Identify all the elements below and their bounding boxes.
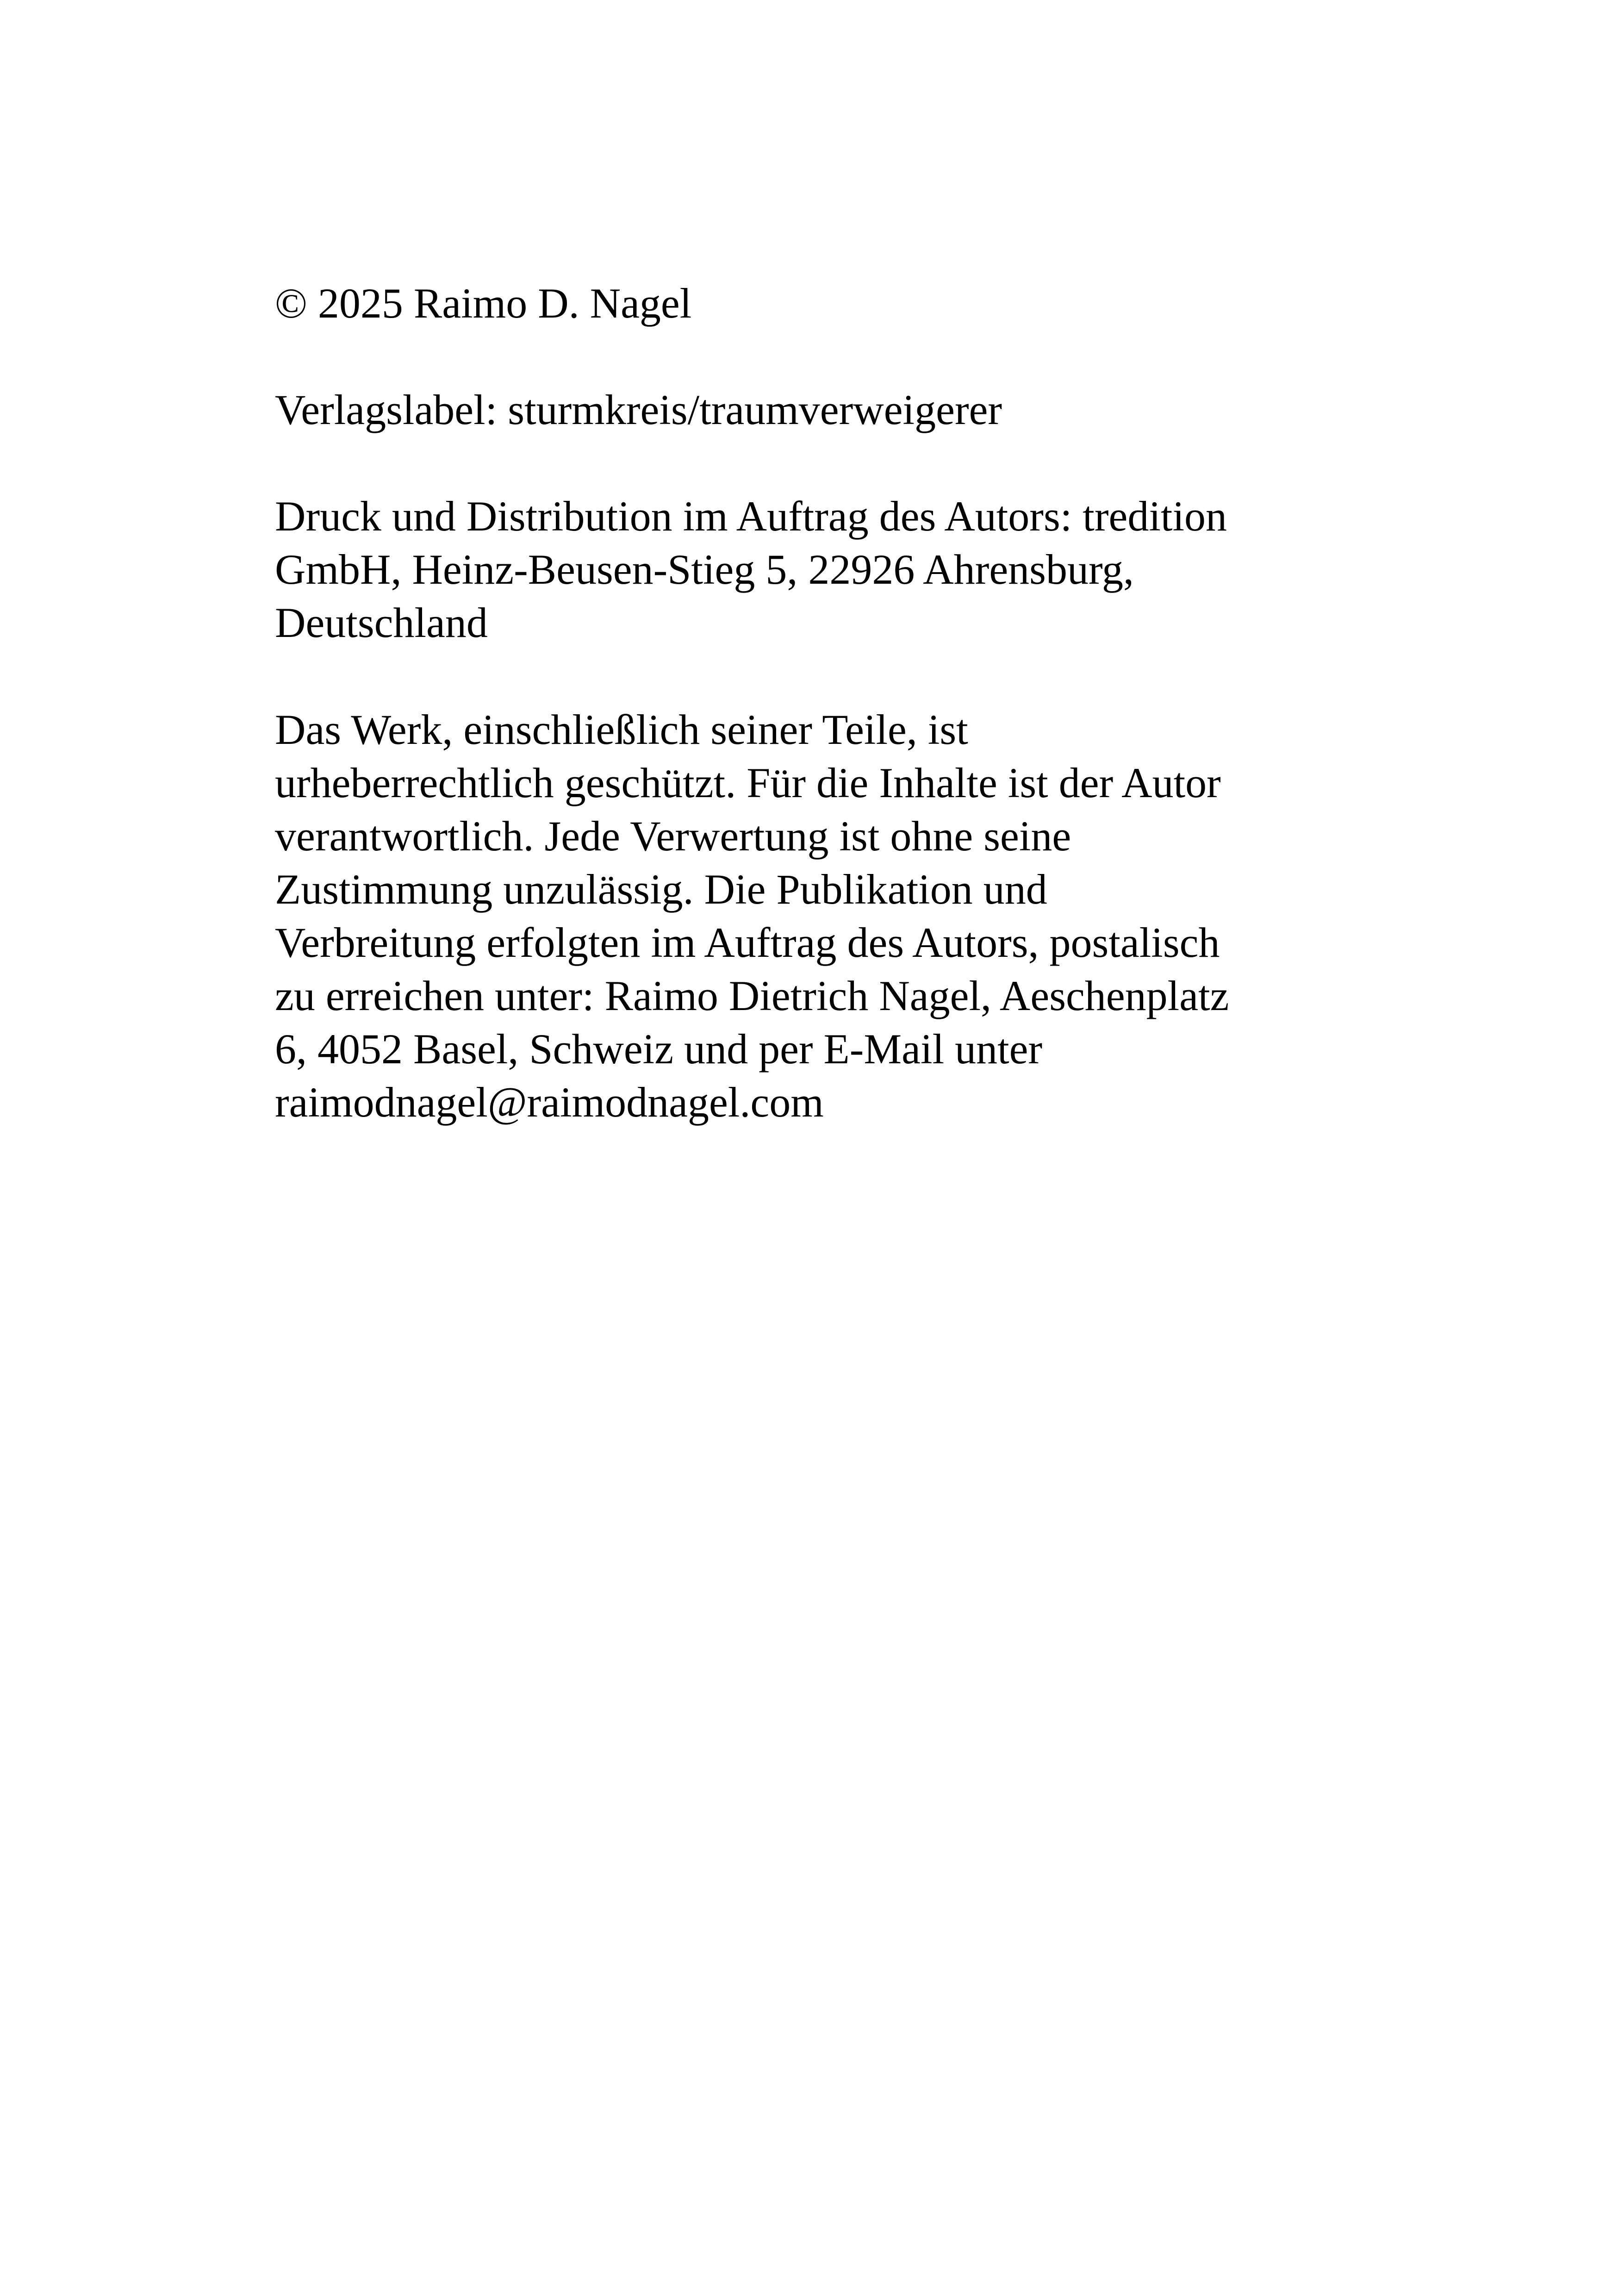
rights-line: Verbreitung erfolgten im Auftrag des Autors, postalisch [275, 919, 1220, 966]
rights-line: Das Werk, einschließlich seiner Teile, ist [275, 706, 968, 753]
printing-line: Druck und Distribution im Auftrag des Autors: tredition [275, 493, 1227, 540]
printing-distribution-notice [275, 490, 1367, 649]
copyright-rights-notice [275, 703, 1367, 1129]
copyright-notice [275, 277, 1367, 330]
rights-line: verantwortlich. Jede Verwertung ist ohne seine [275, 812, 1071, 860]
rights-line: zu erreichen unter: Raimo Dietrich Nagel, Aeschenplatz [275, 972, 1229, 1019]
rights-line: urheberrechtlich geschützt. Für die Inhalte ist der Autor [275, 759, 1221, 806]
author-email: raimodnagel@raimodnagel.com [275, 1079, 824, 1126]
printing-line: GmbH, Heinz-Beusen-Stieg 5, 22926 Ahrensburg, [275, 546, 1134, 593]
rights-line: 6, 4052 Basel, Schweiz und per E-Mail unter [275, 1025, 1043, 1073]
publisher-label-line: Verlagslabel: sturmkreis/traumverweigerer [275, 386, 1002, 433]
copyright-line: © 2025 Raimo D. Nagel [275, 280, 692, 327]
printing-line: Deutschland [275, 599, 488, 646]
rights-line: Zustimmung unzulässig. Die Publikation und [275, 866, 1047, 913]
publisher-label [275, 383, 1367, 437]
